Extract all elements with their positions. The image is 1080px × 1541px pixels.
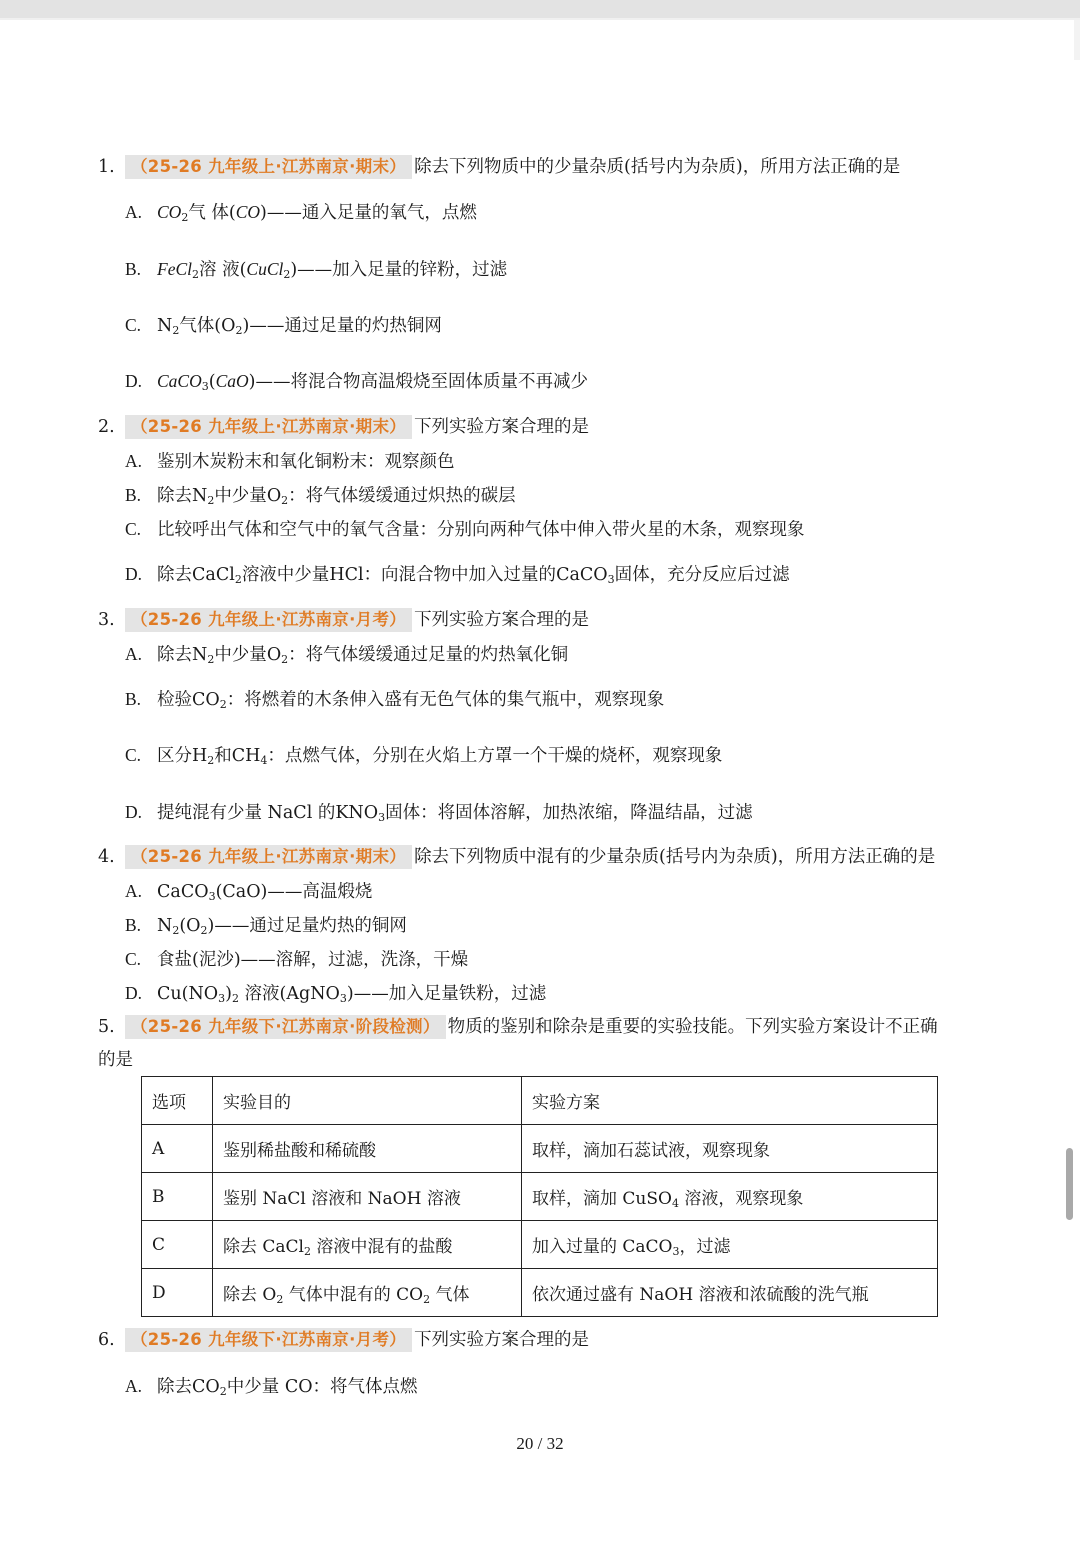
question-4 xyxy=(98,845,935,869)
table-cell-goal: 除去 $O_2$ 气体中混有的 $CO_2$ 气体 xyxy=(213,1269,522,1317)
source-tag: （25-26 九年级上·江苏南京·期末） xyxy=(125,155,412,179)
q1-option-d: D. CaCO$_3$(CaO)——将混合物高温煅烧至固体质量不再减少 xyxy=(125,371,588,393)
q1-option-b: B. FeCl$_2$溶 液(CuCl$_2$)——加入足量的锌粉，过滤 xyxy=(125,259,508,281)
table-cell-plan: 取样，滴加 CuSO$_4$ 溶液，观察现象 xyxy=(522,1173,938,1221)
table-cell-goal: 鉴别稀盐酸和稀硫酸 xyxy=(213,1125,522,1173)
question-6 xyxy=(98,1328,589,1352)
source-tag: （25-26 九年级上·江苏南京·月考） xyxy=(125,608,412,632)
question-5 xyxy=(98,1015,938,1039)
experiment-table xyxy=(141,1076,938,1317)
q6-option-a: A. 除去$CO_2$中少量 CO：将气体点燃 xyxy=(125,1376,418,1398)
question-3 xyxy=(98,608,589,632)
q1-option-a: A. $CO_2$气 体(CO)——通入足量的氧气，点燃 xyxy=(125,202,477,224)
q4-option-c: C. 食盐(泥沙)——溶解，过滤，洗涤，干燥 xyxy=(125,949,469,970)
q2-option-c: C. 比较呼出气体和空气中的氧气含量：分别向两种气体中伸入带火星的木条，观察现象 xyxy=(125,519,805,540)
question-number: 5. xyxy=(98,1017,115,1037)
table-cell-plan: 加入过量的 CaCO$_3$，过滤 xyxy=(522,1221,938,1269)
question-stem: 下列实验方案合理的是 xyxy=(414,1330,590,1350)
question-stem: 除去下列物质中的少量杂质(括号内为杂质)，所用方法正确的是 xyxy=(414,157,901,177)
viewer-top-bar xyxy=(0,0,1080,18)
q3-option-a: A. 除去$N_2$中少量$O_2$：将气体缓缓通过足量的灼热氧化铜 xyxy=(125,644,569,666)
question-number: 6. xyxy=(98,1330,115,1350)
table-header-row xyxy=(142,1077,938,1125)
table-cell-goal: 鉴别 NaCl 溶液和 NaOH 溶液 xyxy=(213,1173,522,1221)
table-cell-option: B xyxy=(142,1173,213,1221)
q1-option-c: C. $N_2$气体$(O_2)——$通过足量的灼热铜网 xyxy=(125,315,442,337)
q4-option-b: B. $N_2(O_2)——$通过足量灼热的铜网 xyxy=(125,915,407,937)
q4-option-d: D. $Cu(NO_3)_2$ 溶液(AgNO$_3$)——加入足量铁粉，过滤 xyxy=(125,983,547,1005)
table-cell-plan: 依次通过盛有 NaOH 溶液和浓硫酸的洗气瓶 xyxy=(522,1269,938,1317)
table-cell-option: C xyxy=(142,1221,213,1269)
table-header: 实验方案 xyxy=(522,1077,938,1125)
table-row xyxy=(142,1221,938,1269)
question-stem: 物质的鉴别和除杂是重要的实验技能。下列实验方案设计不正确 xyxy=(447,1017,938,1037)
source-tag: （25-26 九年级上·江苏南京·期末） xyxy=(125,845,412,869)
question-number: 1. xyxy=(98,157,115,177)
page-corner xyxy=(1074,20,1080,60)
table-cell-goal: 除去 CaCl$_2$ 溶液中混有的盐酸 xyxy=(213,1221,522,1269)
page-number: 20 / 32 xyxy=(516,1434,564,1453)
question-stem: 下列实验方案合理的是 xyxy=(414,417,590,437)
table-cell-option: D xyxy=(142,1269,213,1317)
q2-option-d: D. 除去CaCl$_2$溶液中少量HCl：向混合物中加入过量的CaCO$_3$固体，充分反应后过滤 xyxy=(125,564,790,586)
source-tag: （25-26 九年级上·江苏南京·期末） xyxy=(125,415,412,439)
table-row xyxy=(142,1125,938,1173)
question-5-stem-continued: 的是 xyxy=(98,1050,133,1070)
table-row xyxy=(142,1269,938,1317)
q3-option-b: B. 检验$CO_2$：将燃着的木条伸入盛有无色气体的集气瓶中，观察现象 xyxy=(125,689,665,711)
question-number: 4. xyxy=(98,847,115,867)
question-stem: 除去下列物质中混有的少量杂质(括号内为杂质)，所用方法正确的是 xyxy=(414,847,936,867)
viewer-top-edge xyxy=(0,18,1080,20)
question-stem: 下列实验方案合理的是 xyxy=(414,610,590,630)
q3-option-c: C. 区分$H_2$和$CH_4$：点燃气体，分别在火焰上方罩一个干燥的烧杯，观察现象 xyxy=(125,745,723,767)
q3-option-d: D. 提纯混有少量 NaCl 的$KNO_3$固体：将固体溶解，加热浓缩，降温结晶，过滤 xyxy=(125,802,753,824)
table-row xyxy=(142,1173,938,1221)
table-cell-plan: 取样，滴加石蕊试液，观察现象 xyxy=(522,1125,938,1173)
q2-option-b: B. 除去$N_2$中少量$O_2$：将气体缓缓通过炽热的碳层 xyxy=(125,485,516,507)
source-tag: （25-26 九年级下·江苏南京·阶段检测） xyxy=(125,1015,446,1039)
question-1 xyxy=(98,155,900,179)
question-2 xyxy=(98,415,589,439)
source-tag: （25-26 九年级下·江苏南京·月考） xyxy=(125,1328,412,1352)
table-header: 实验目的 xyxy=(213,1077,522,1125)
question-number: 2. xyxy=(98,417,115,437)
scrollbar-thumb[interactable] xyxy=(1066,1148,1073,1220)
question-number: 3. xyxy=(98,610,115,630)
q4-option-a: A. CaCO$_3$(CaO)——高温煅烧 xyxy=(125,881,373,903)
q2-option-a: A. 鉴别木炭粉末和氧化铜粉末：观察颜色 xyxy=(125,451,455,472)
table-header: 选项 xyxy=(142,1077,213,1125)
table-cell-option: A xyxy=(142,1125,213,1173)
